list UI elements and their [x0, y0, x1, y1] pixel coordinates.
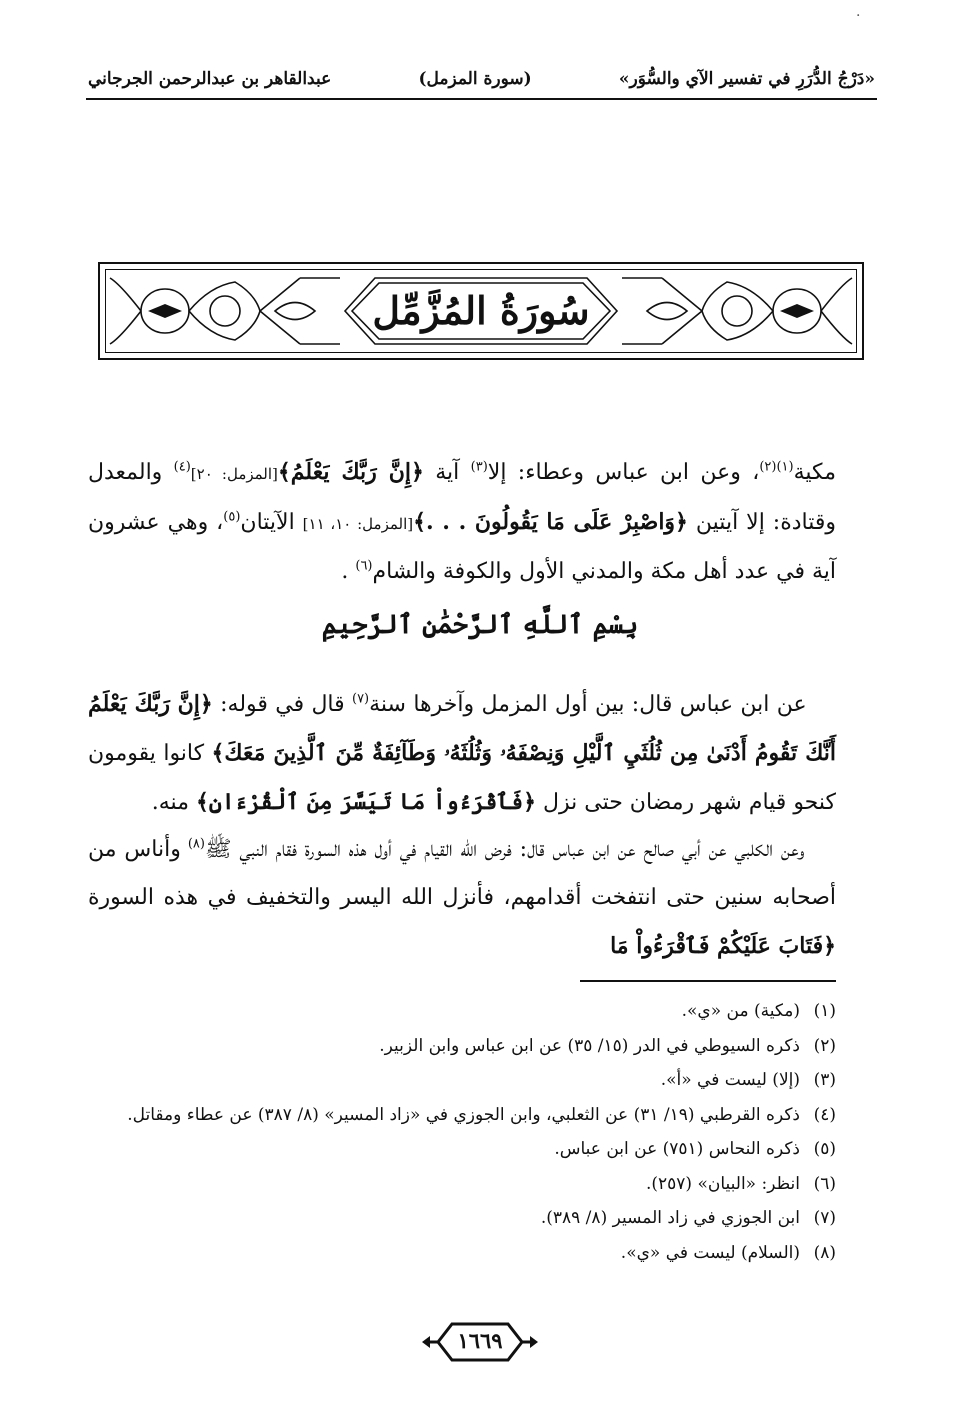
verse-reference: [المزمل: ١٠، ١١]	[302, 515, 414, 533]
quran-quote: ﴿فَٱقْرَءُواْ مَا تَيَسَّرَ مِنَ ٱلْقُرْءَانِ﴾	[195, 789, 536, 815]
footnote-ref: (٧)	[351, 691, 370, 707]
page-number: ١٦٦٩	[457, 1328, 503, 1353]
quran-quote: ﴿إِنَّ رَبَّكَ يَعْلَمُ أَنَّكَ تَقُومُ أَدْنَىٰ مِن ثُلُثَيِ ٱلَّيْلِ وَنِصْفَهُۥ وَثُلُثَهُۥ وَطَآئِفَةٌ مِّنَ ٱلَّذِينَ مَعَكَ﴾	[88, 691, 837, 766]
footnote-ref: (٥)	[223, 509, 241, 525]
footnote-ref: (١)(٢)	[759, 459, 794, 475]
header-rule	[86, 98, 877, 100]
footnote: (١) (مكية) من «ي».	[681, 1001, 836, 1021]
footnote-ref: (٣)	[470, 459, 488, 475]
verse-reference: [المزمل: ٢٠]	[190, 465, 278, 483]
intro-paragraph: مكية$^{(١)(٢)}$، وعن ابن عباس وعطاء: إلا$^{(٣)}$ آية ﴿إِنَّ رَبَّكَ يَعْلَمُ﴾[المزمل: ٢٠]$^{(٤)}$ والمعدل وقتادة: إلا آيتين ﴿وَاصْبِرْ عَلَى مَا يَقُولُونَ . . .﴾[المزمل: ١٠، ١١] الآيتان$^{(٥)}$، وهي عشرون آية في عدد أهل مكة والمدني الأول والكوفة والشام$^{(٦)}$ .	[88, 459, 836, 584]
running-header	[88, 62, 875, 96]
header-author: عبدالقاهر بن عبدالرحمن الجرجاني	[88, 69, 332, 89]
footnote-ref: (٦)	[355, 558, 373, 574]
footnote-separator	[580, 980, 836, 982]
footnote: (٢) ذكره السيوطي في الدر (١٥/ ٣٥) عن ابن عباس وابن الزبير.	[379, 1035, 836, 1056]
header-book-title: «دَرْجُ الدُّرَرِ في تفسير الآي والسُّوَر»	[618, 69, 875, 89]
quran-quote: ﴿وَاصْبِرْ عَلَى مَا يَقُولُونَ . . .﴾	[413, 509, 688, 535]
footnote: (٦) انظر: «البيان» (٢٥٧).	[645, 1173, 836, 1194]
footnote: (٨) (السلام) ليست في «ي».	[620, 1242, 836, 1263]
body-paragraph-2: وعن الكلبي عن أبي صالح عن ابن عباس قال: فرض الله القيام في أول هذه السورة فقام النبي ﷺ$^{(٨)}$ وأناس من أصحابه سنين حتى انتفخت أقدامهم، فأنزل الله اليسر والتخفيف في هذه السورة ﴿فَتَابَ عَلَيْكُمْ فَٱقْرَءُواْ مَا	[88, 836, 836, 959]
quran-quote: ﴿إِنَّ رَبَّكَ يَعْلَمُ﴾	[277, 459, 424, 485]
footnote: (٣) (إلا) ليست في «أ».	[660, 1070, 836, 1090]
footnote: (٥) ذكره النحاس (٧٥١) عن ابن عباس.	[554, 1139, 836, 1159]
basmala: بِسْمِ ٱللَّهِ ٱلرَّحْمَٰنِ ٱلرَّحِيمِ	[321, 610, 639, 640]
footnote: (٧) ابن الجوزي في زاد المسير (٨/ ٣٨٩).	[540, 1208, 836, 1228]
surah-title: سُورَةُ المُزَّمِّل	[372, 287, 590, 333]
header-surah-name: (سورة المزمل)	[418, 69, 532, 89]
body-paragraph-1: عن ابن عباس قال: بين أول المزمل وآخرها سنة$^{(٧)}$ قال في قوله: ﴿إِنَّ رَبَّكَ يَعْلَمُ أَنَّكَ تَقُومُ أَدْنَىٰ مِن ثُلُثَيِ ٱلَّيْلِ وَنِصْفَهُۥ وَثُلُثَهُۥ وَطَآئِفَةٌ مِّنَ ٱلَّذِينَ مَعَكَ﴾ كانوا يقومون كنحو قيام شهر رمضان حتى نزل ﴿فَٱقْرَءُواْ مَا تَيَسَّرَ مِنَ ٱلْقُرْءَانِ﴾ منه.	[88, 691, 837, 815]
footnote: (٤) ذكره القرطبي (١٩/ ٣١) عن الثعلبي، وابن الجوزي في «زاد المسير» (٨/ ٣٨٧) عن عطاء ومقاتل.	[127, 1104, 836, 1125]
page-number-ornament	[420, 1320, 540, 1364]
footnote-ref: (٨)	[187, 836, 205, 852]
footnote-ref: (٤)	[173, 459, 191, 475]
surah-title-banner	[98, 262, 864, 360]
footnotes-list	[88, 994, 836, 1270]
quran-quote: ﴿فَتَابَ عَلَيْكُمْ فَٱقْرَءُواْ مَا	[610, 933, 836, 959]
corner-mark: ·	[856, 8, 861, 24]
